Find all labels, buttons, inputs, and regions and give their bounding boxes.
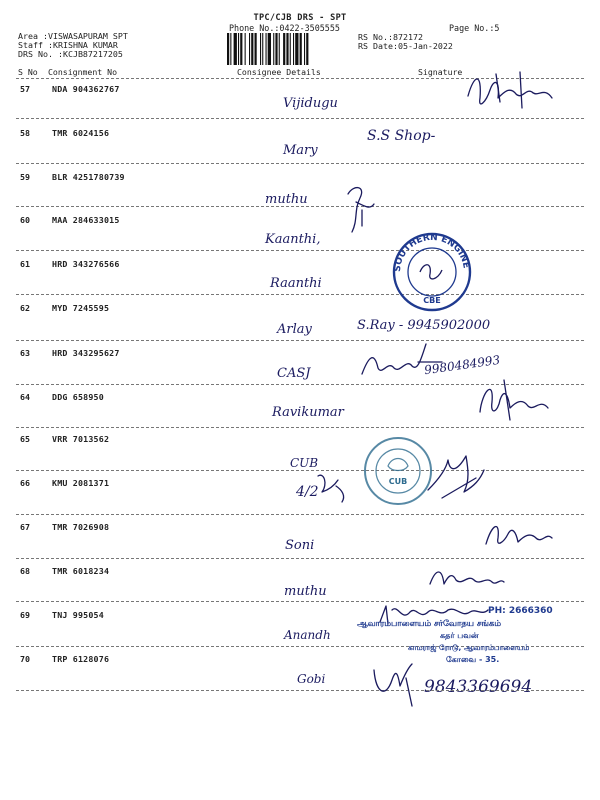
barcode-bar: [234, 33, 237, 65]
consignment-number: VRR 7013562: [52, 434, 110, 444]
consignee-note: S.S Shop-: [367, 128, 436, 144]
barcode-bar: [304, 33, 305, 65]
col-sno: S No: [18, 67, 38, 77]
consignment-number: HRD 343276566: [52, 259, 120, 269]
signature-scribble: [312, 466, 352, 506]
row-sno: 61: [20, 259, 30, 269]
signature-scribble: [358, 338, 448, 382]
row-divider: [16, 470, 584, 471]
row-divider: [16, 250, 584, 251]
row-sno: 70: [20, 654, 30, 664]
row-divider: [16, 206, 584, 207]
seal-bottom-text: CBE: [423, 296, 441, 305]
barcode-bar: [238, 33, 239, 65]
barcode-bar: [245, 33, 246, 65]
barcode-bar: [230, 33, 231, 65]
row-divider: [16, 514, 584, 515]
barcode: [227, 33, 351, 65]
consignment-number: DDG 658950: [52, 392, 104, 402]
row-sno: 64: [20, 392, 30, 402]
consignment-number: KMU 2081371: [52, 478, 110, 488]
consignee-name: Vijidugu: [283, 96, 338, 111]
row-sno: 57: [20, 84, 30, 94]
page-number: Page No.:5: [449, 23, 500, 33]
consignee-name: Soni: [285, 538, 315, 553]
consignee-name: Ravikumar: [272, 405, 344, 420]
barcode-bar: [306, 33, 308, 65]
barcode-bar: [227, 33, 229, 65]
drs-number: DRS No. :KCJB87217205: [18, 49, 123, 59]
row-sno: 68: [20, 566, 30, 576]
consignment-number: TMR 6018234: [52, 566, 110, 576]
consignment-number: MYD 7245595: [52, 303, 110, 313]
row-sno: 65: [20, 434, 30, 444]
row-divider: [16, 294, 584, 295]
barcode-bar: [273, 33, 274, 65]
col-signature: Signature: [418, 67, 463, 77]
shop-subtitle: கதர் பவன்: [440, 631, 479, 640]
rs-date: RS Date:05-Jan-2022: [358, 41, 453, 51]
row-sno: 67: [20, 522, 30, 532]
consignment-number: TMR 7026908: [52, 522, 110, 532]
col-details: Consignee Details: [237, 67, 321, 77]
barcode-bar: [249, 33, 250, 65]
phone-number: Phone No.:0422-3505555: [229, 23, 340, 33]
row-sno: 63: [20, 348, 30, 358]
cub-bank-stamp: [356, 434, 440, 508]
staff-label: Staff :KRISHNA KUMAR: [18, 40, 118, 50]
cub-stamp-text: CUB: [388, 477, 408, 486]
consignee-note: 9980484993: [423, 352, 501, 378]
signature-scribble: [366, 650, 424, 708]
consignment-number: MAA 284633015: [52, 215, 120, 225]
consignee-name: Raanthi: [270, 276, 322, 291]
consignee-name: CUB: [290, 456, 319, 470]
barcode-bar: [293, 33, 294, 65]
signature-scribble: [482, 516, 554, 550]
consignee-name: Arlay: [277, 322, 312, 337]
document-title: TPC/CJB DRS - SPT: [253, 13, 347, 23]
barcode-bar: [283, 33, 285, 65]
barcode-bar: [240, 33, 242, 65]
row-divider: [16, 601, 584, 602]
barcode-bar: [255, 33, 257, 65]
consignment-number: NDA 904362767: [52, 84, 120, 94]
barcode-bar: [295, 33, 298, 65]
consignee-name: Gobi: [297, 672, 326, 686]
barcode-bar: [262, 33, 263, 65]
row-divider: [16, 558, 584, 559]
barcode-bar: [251, 33, 253, 65]
rs-number: RS No.:872172: [358, 32, 423, 42]
consignment-number: BLR 4251780739: [52, 172, 125, 182]
barcode-bar: [286, 33, 288, 65]
consignment-number: TRP 6128076: [52, 654, 110, 664]
row-sno: 60: [20, 215, 30, 225]
shop-city: கோவை - 35.: [446, 655, 500, 664]
signature-scribble: [470, 372, 560, 432]
row-sno: 66: [20, 478, 30, 488]
signature-scribble: [340, 180, 380, 240]
consignment-number: TNJ 995054: [52, 610, 104, 620]
row-sno: 58: [20, 128, 30, 138]
row-sno: 69: [20, 610, 30, 620]
col-consignment: Consignment No: [48, 67, 118, 77]
seal-text: SOUTHERN ENGINE: [392, 232, 471, 273]
consignee-name: Anandh: [284, 628, 331, 642]
consignee-note: 9843369694: [424, 677, 533, 697]
consignee-name: muthu: [284, 584, 327, 599]
row-divider: [16, 163, 584, 164]
company-seal: [386, 232, 478, 312]
row-sno: 59: [20, 172, 30, 182]
barcode-bar: [290, 33, 291, 65]
consignment-number: HRD 343295627: [52, 348, 120, 358]
row-divider: [16, 340, 584, 341]
barcode-bar: [266, 33, 267, 65]
consignee-name: Mary: [283, 143, 318, 158]
shop-phone: PH: 2666360: [488, 606, 553, 616]
consignee-note: S.Ray - 9945902000: [357, 318, 491, 333]
shop-name: ஆவாரம்பாளையம் சர்வோதய சங்கம்: [357, 618, 501, 628]
barcode-bar: [268, 33, 271, 65]
consignment-number: TMR 6024156: [52, 128, 110, 138]
barcode-bar: [300, 33, 302, 65]
signature-scribble: [426, 562, 506, 592]
signature-scribble: [460, 68, 560, 116]
barcode-bar: [279, 33, 280, 65]
row-divider: [16, 690, 584, 691]
barcode-bar: [275, 33, 277, 65]
barcode-bar: [260, 33, 261, 65]
row-divider: [16, 118, 584, 119]
row-sno: 62: [20, 303, 30, 313]
shop-address: காமராஜ் ரோடு, ஆவாரம்பாளையம்: [408, 643, 530, 652]
consignee-name: Kaanthi,: [265, 232, 321, 247]
area-label: Area :VISWASAPURAM SPT: [18, 31, 128, 41]
consignee-name: muthu: [265, 192, 308, 207]
consignee-name: CASJ: [277, 366, 311, 381]
consignee-name: 4/2: [296, 484, 319, 500]
